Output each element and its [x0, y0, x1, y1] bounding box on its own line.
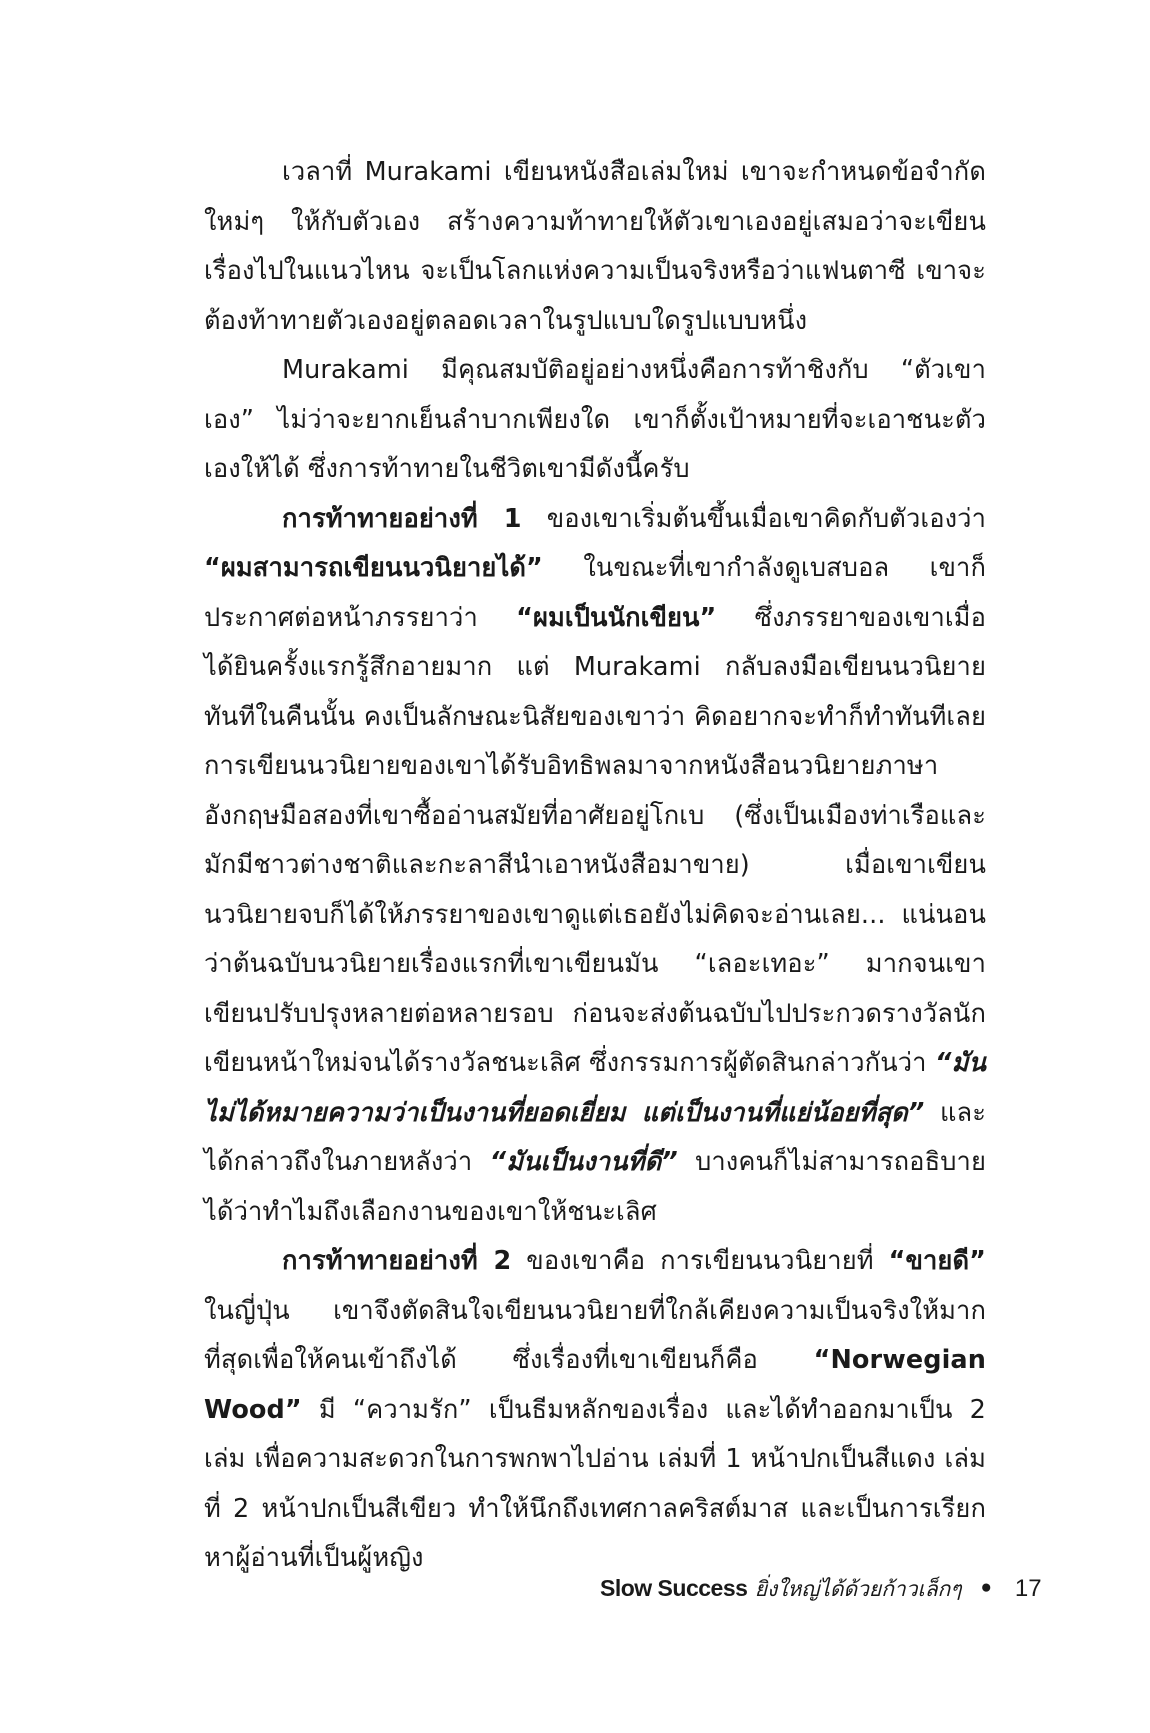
page-number: 17 — [1014, 1575, 1042, 1602]
text-run: Murakami มีคุณสมบัติอยู่อย่างหนึ่งคือการท้าชิงกับ “ตัวเขาเอง” ไม่ว่าจะยากเย็นลำบากเพียงใด เขาก็ตั้งเป้าหมายที่จะเอาชนะตัวเองให้ได้ ซึ่งการท้าทายในชีวิตเขามีดังนี้ครับ — [204, 355, 986, 484]
bold-text-run: “ผมสามารถเขียนนวนิยายได้” — [204, 553, 543, 583]
footer-bullet: • — [978, 1576, 994, 1602]
book-title-thai: ยิ่งใหญ่ได้ด้วยก้าวเล็กๆ — [754, 1577, 962, 1601]
text-run: ซึ่งภรรยาของเขาเมื่อได้ยินครั้งแรกรู้สึกอายมาก แต่ Murakami กลับลงมือเขียนนวนิยายทันทีในคืนนั้น คงเป็นลักษณะนิสัยของเขาว่า คิดอยากจะทำก็ทำทันทีเลย การเขียนนวนิยายของเขาได้รับอิทธิพลมาจากหนังสือนวนิยายภาษาอังกฤษมือสองที่เขาซื้ออ่านสมัยที่อาศัยอยู่โกเบ (ซึ่งเป็นเมืองท่าเรือและมักมีชาวต่างชาติและกะลาสีนำเอาหนังสือมาขาย) เมื่อเขาเขียนนวนิยายจบก็ได้ให้ภรรยาของเขาดูแต่เธอยังไม่คิดจะอ่านเลย... แน่นอนว่าต้นฉบับนวนิยายเรื่องแรกที่เขาเขียนมัน “เลอะเทอะ” มากจนเขาเขียนปรับปรุงหลายต่อหลายรอบ ก่อนจะส่งต้นฉบับไปประกวดรางวัลนักเขียนหน้าใหม่จนได้รางวัลชนะเลิศ ซึ่งกรรมการผู้ตัดสินกล่าวกันว่า — [204, 602, 986, 1078]
book-title-english: Slow Success — [600, 1575, 748, 1601]
bold-text-run: “ผมเป็นนักเขียน” — [516, 602, 717, 633]
text-run: เวลาที่ Murakami เขียนหนังสือเล่มใหม่ เขาจะกำหนดข้อจำกัดใหม่ๆ ให้กับตัวเอง สร้างความท้าทายให้ตัวเขาเองอยู่เสมอว่าจะเขียนเรื่องไปในแนวไหน จะเป็นโลกแห่งความเป็นจริงหรือว่าแฟนตาซี เขาจะต้องท้าทายตัวเองอยู่ตลอดเวลาในรูปแบบใดรูปแบบหนึ่ง — [204, 157, 986, 336]
text-run: ในขณะที่เขากำลังดูเบสบอล เขาก็ประกาศต่อหน้าภรรยาว่า — [204, 553, 986, 633]
bold-italic-text-run: “มันไม่ได้หมายความว่าเป็นงานที่ยอดเยี่ยม แต่เป็นงานที่แย่น้อยที่สุด” — [204, 1048, 986, 1128]
paragraph-3 — [204, 495, 986, 1238]
text-run: ของเขาเริ่มต้นขึ้นเมื่อเขาคิดกับตัวเองว่า — [521, 503, 987, 534]
bold-text-run: “ขายดี” — [888, 1246, 986, 1276]
text-run: มี “ความรัก” เป็นธีมหลักของเรื่อง และได้ทำออกมาเป็น 2 เล่ม เพื่อความสะดวกในการพกพาไปอ่าน เล่มที่ 1 หน้าปกเป็นสีแดง เล่มที่ 2 หน้าปกเป็นสีเขียว ทำให้นึกถึงเทศกาลคริสต์มาส และเป็นการเรียกหาผู้อ่านที่เป็นผู้หญิง — [204, 1394, 986, 1573]
paragraph-4 — [204, 1237, 986, 1584]
text-run: และได้กล่าวถึงในภายหลังว่า — [204, 1097, 986, 1177]
bold-text-run: การท้าทายอย่างที่ 1 — [282, 503, 522, 534]
page-footer — [600, 1573, 1042, 1604]
bold-text-run: การท้าทายอย่างที่ 2 — [282, 1246, 512, 1276]
paragraph-1 — [204, 148, 986, 346]
page-body — [204, 148, 986, 1588]
text-run: ในญี่ปุ่น เขาจึงตัดสินใจเขียนนวนิยายที่ใกล้เคียงความเป็นจริงให้มากที่สุดเพื่อให้คนเข้าถึงได้ ซึ่งเรื่องที่เขาเขียนก็คือ — [204, 1295, 986, 1375]
text-run: บางคนก็ไม่สามารถอธิบายได้ว่าทำไมถึงเลือกงานของเขาให้ชนะเลิศ — [204, 1147, 986, 1227]
bold-text-run: “Norwegian Wood” — [204, 1345, 986, 1425]
text-run: ของเขาคือ การเขียนนวนิยายที่ — [511, 1246, 889, 1276]
bold-italic-text-run: “มันเป็นงานที่ดี” — [489, 1147, 678, 1177]
paragraph-2 — [204, 346, 986, 495]
